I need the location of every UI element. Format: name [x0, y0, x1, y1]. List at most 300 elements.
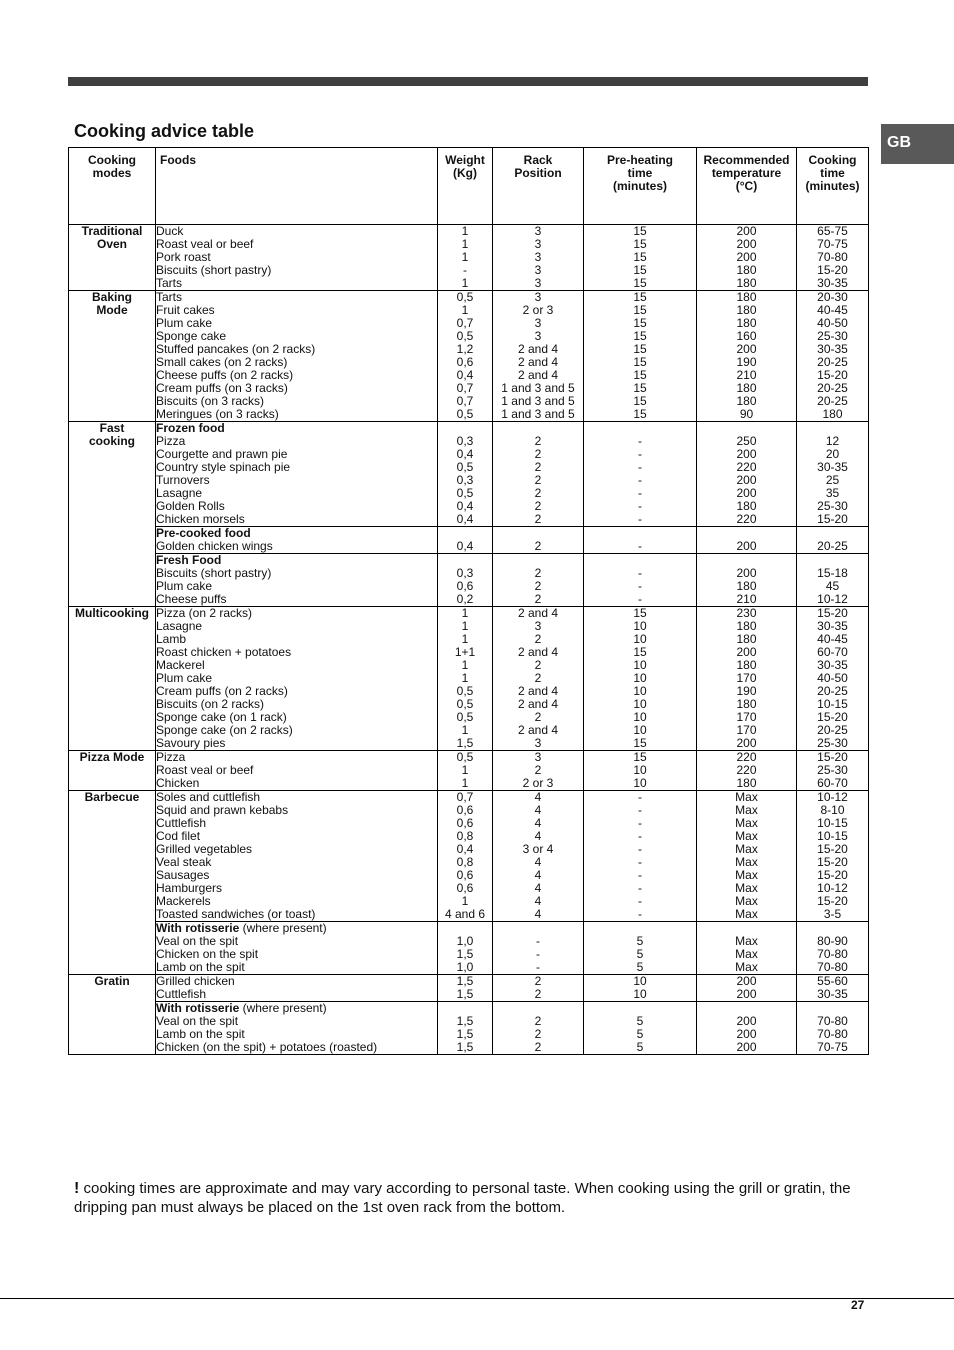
cooking-time-value: 60-70	[817, 645, 848, 659]
weight-value: 1	[461, 763, 469, 777]
weight-value: 0,4	[456, 539, 474, 553]
cooking-time-value: 20-25	[817, 539, 848, 553]
weight-value: 1,5	[456, 1014, 474, 1028]
cooking-time-value: 70-75	[817, 1040, 848, 1054]
header-line: (minutes)	[805, 179, 860, 193]
temperature-value: 200	[736, 224, 757, 238]
preheating-time-value: 10	[633, 697, 647, 711]
cooking-time-value: 30-35	[817, 619, 848, 633]
preheating-time-cell	[584, 1002, 697, 1055]
temperature-value: 220	[736, 763, 757, 777]
weight-value: 1,2	[456, 342, 474, 356]
temperature-value: 200	[736, 645, 757, 659]
header-preheating-time	[584, 148, 697, 225]
cooking-time-cell	[797, 527, 869, 554]
rack-position-value: 3	[534, 250, 542, 264]
cooking-time-cell	[797, 791, 869, 922]
preheating-time-value: 10	[633, 763, 647, 777]
cooking-time-value: 20-25	[817, 684, 848, 698]
cooking-time-value: 60-70	[817, 776, 848, 790]
temperature-value: 220	[736, 460, 757, 474]
weight-value: 0,6	[456, 579, 474, 593]
food-item: Lasagne	[156, 619, 203, 633]
temperature-value: Max	[735, 907, 758, 921]
cooking-time-value: 40-50	[817, 671, 848, 685]
cooking-time-value: 10-12	[817, 592, 848, 606]
food-item: Chicken morsels	[156, 512, 245, 526]
preheating-time-cell	[584, 791, 697, 922]
foods-cell	[156, 527, 438, 554]
cooking-time-cell	[797, 607, 869, 751]
weight-value: 1	[461, 303, 469, 317]
rack-position-value: 2	[534, 987, 542, 1001]
weight-value: 1,0	[456, 960, 474, 974]
header-line: Rack	[523, 153, 553, 167]
rack-position-value: 2	[534, 566, 542, 580]
preheating-time-value: -	[638, 434, 642, 448]
temperature-value: 180	[736, 499, 757, 513]
preheating-time-value: -	[638, 881, 642, 895]
cooking-mode-name: cooking	[88, 434, 135, 448]
weight-value: 1	[461, 224, 469, 238]
preheating-time-value: 10	[633, 671, 647, 685]
food-item: Lasagne	[156, 486, 203, 500]
preheating-time-value: -	[638, 829, 642, 843]
cooking-mode-cell	[69, 607, 156, 751]
food-item: Biscuits (on 2 racks)	[156, 697, 265, 711]
weight-value: 0,3	[456, 434, 474, 448]
weight-value: 4 and 6	[444, 907, 486, 921]
warning-mark: !	[74, 1180, 80, 1197]
cooking-time-value: 30-35	[817, 276, 848, 290]
rack-position-cell	[493, 527, 584, 554]
preheating-time-cell	[584, 751, 697, 791]
food-item: Toasted sandwiches (or toast)	[156, 907, 316, 921]
temperature-value: 180	[736, 658, 757, 672]
temperature-value: Max	[735, 855, 758, 869]
cooking-mode-cell	[69, 291, 156, 422]
preheating-time-value: 5	[636, 1014, 644, 1028]
temperature-cell	[697, 922, 797, 975]
footer-rule	[0, 1298, 954, 1299]
language-tab: GB	[881, 124, 954, 164]
rack-position-value: 2	[534, 486, 542, 500]
foods-cell	[156, 1002, 438, 1055]
header-line: (Kg)	[453, 166, 477, 180]
temperature-value: Max	[735, 842, 758, 856]
rack-position-value: -	[536, 960, 540, 974]
top-rule	[68, 77, 868, 86]
temperature-value: Max	[735, 960, 758, 974]
group-heading-title: Pre-cooked food	[156, 526, 251, 540]
preheating-time-cell	[584, 554, 697, 607]
weight-value: 0,5	[456, 684, 474, 698]
header-foods	[156, 148, 438, 225]
table-row	[69, 751, 869, 791]
cooking-advice-table	[68, 147, 869, 1055]
group-heading	[156, 422, 437, 435]
weight-cell	[438, 751, 493, 791]
rack-position-value: 4	[534, 881, 542, 895]
group-heading-title: With rotisserie	[156, 921, 240, 935]
table-row	[69, 527, 869, 554]
cooking-time-value: 10-12	[817, 881, 848, 895]
cooking-mode-cell	[69, 422, 156, 607]
group-heading-note: (where present)	[239, 921, 327, 935]
temperature-cell	[697, 1002, 797, 1055]
food-item: Sausages	[156, 868, 210, 882]
weight-value: 1	[461, 894, 469, 908]
rack-position-value: 2 or 3	[522, 776, 554, 790]
rack-position-value: 3	[534, 736, 542, 750]
rack-position-value: 4	[534, 829, 542, 843]
cooking-time-value: 70-75	[817, 237, 848, 251]
table-row	[69, 554, 869, 607]
food-item: Plum cake	[156, 579, 213, 593]
weight-cell	[438, 554, 493, 607]
header-weight	[438, 148, 493, 225]
preheating-time-cell	[584, 527, 697, 554]
header-line: Pre-heating	[606, 153, 673, 167]
rack-position-cell	[493, 422, 584, 527]
rack-position-cell	[493, 1002, 584, 1055]
rack-position-value: 2 and 4	[517, 684, 559, 698]
temperature-cell	[697, 791, 797, 922]
cooking-time-value: 20-25	[817, 355, 848, 369]
weight-value: 1	[461, 723, 469, 737]
cooking-time-value: 10-15	[817, 816, 848, 830]
food-item: Turnovers	[156, 473, 210, 487]
preheating-time-value: 10	[633, 776, 647, 790]
food-item: Cheese puffs	[156, 592, 227, 606]
weight-cell	[438, 422, 493, 527]
rack-position-value: 2	[534, 658, 542, 672]
table-row	[69, 1002, 869, 1055]
rack-position-cell	[493, 922, 584, 975]
weight-cell	[438, 791, 493, 922]
cooking-time-value: 55-60	[817, 974, 848, 988]
temperature-value: 180	[736, 290, 757, 304]
rack-position-value: 4	[534, 855, 542, 869]
preheating-time-value: 15	[633, 303, 647, 317]
food-item: Roast veal or beef	[156, 237, 254, 251]
rack-position-value: 2	[534, 499, 542, 513]
weight-value: 0,5	[456, 710, 474, 724]
food-item: Small cakes (on 2 racks)	[156, 355, 288, 369]
preheating-time-value: 5	[636, 947, 644, 961]
temperature-value: 170	[736, 723, 757, 737]
preheating-time-value: 10	[633, 710, 647, 724]
weight-value: -	[463, 263, 467, 277]
preheating-time-value: -	[638, 512, 642, 526]
rack-position-value: 2	[534, 763, 542, 777]
cooking-time-value: 30-35	[817, 658, 848, 672]
cooking-mode-cell	[69, 225, 156, 291]
temperature-value: Max	[735, 881, 758, 895]
cooking-time-value: 15-20	[817, 750, 848, 764]
food-item: Cheese puffs (on 2 racks)	[156, 368, 294, 382]
rack-position-value: 2	[534, 460, 542, 474]
temperature-value: 200	[736, 539, 757, 553]
weight-value: 0,2	[456, 592, 474, 606]
weight-value: 1	[461, 619, 469, 633]
food-item: Golden Rolls	[156, 499, 225, 513]
cooking-time-value: 20-25	[817, 723, 848, 737]
weight-value: 0,5	[456, 290, 474, 304]
rack-position-value: 3	[534, 750, 542, 764]
weight-value: 1	[461, 776, 469, 790]
cooking-time-value: 25-30	[817, 763, 848, 777]
food-item: Tarts	[156, 276, 183, 290]
food-item: Soles and cuttlefish	[156, 790, 261, 804]
weight-value: 0,4	[456, 842, 474, 856]
preheating-time-cell	[584, 975, 697, 1002]
temperature-value: 180	[736, 776, 757, 790]
rack-position-cell	[493, 607, 584, 751]
weight-value: 1,5	[456, 947, 474, 961]
weight-value: 1	[461, 237, 469, 251]
temperature-value: 180	[736, 632, 757, 646]
food-item: Cream puffs (on 3 racks)	[156, 381, 288, 395]
preheating-time-cell	[584, 422, 697, 527]
foods-cell	[156, 751, 438, 791]
food-item: Stuffed pancakes (on 2 racks)	[156, 342, 316, 356]
temperature-value: 250	[736, 434, 757, 448]
cooking-time-value: 80-90	[817, 934, 848, 948]
cooking-time-value: 15-18	[817, 566, 848, 580]
temperature-value: Max	[735, 790, 758, 804]
header-line: temperature	[711, 166, 782, 180]
foods-cell	[156, 291, 438, 422]
food-item: Biscuits (on 3 racks)	[156, 394, 265, 408]
preheating-time-value: 5	[636, 934, 644, 948]
food-item: Plum cake	[156, 316, 213, 330]
table-row	[69, 975, 869, 1002]
food-item: Sponge cake (on 1 rack)	[156, 710, 287, 724]
cooking-time-value: 10-12	[817, 790, 848, 804]
cooking-time-value: 40-45	[817, 632, 848, 646]
rack-position-value: 4	[534, 790, 542, 804]
temperature-value: 200	[736, 736, 757, 750]
preheating-time-value: -	[638, 803, 642, 817]
cooking-time-value: 15-20	[817, 894, 848, 908]
weight-value: 0,5	[456, 329, 474, 343]
temperature-value: 200	[736, 1040, 757, 1054]
preheating-time-value: 15	[633, 606, 647, 620]
cooking-time-value: 70-80	[817, 250, 848, 264]
weight-value: 1,5	[456, 974, 474, 988]
rack-position-value: 4	[534, 868, 542, 882]
cooking-time-value: 25-30	[817, 736, 848, 750]
temperature-value: 180	[736, 316, 757, 330]
preheating-time-value: 15	[633, 316, 647, 330]
temperature-cell	[697, 975, 797, 1002]
preheating-time-value: 5	[636, 1027, 644, 1041]
weight-value: 0,7	[456, 790, 474, 804]
food-item: Duck	[156, 224, 184, 238]
temperature-cell	[697, 607, 797, 751]
temperature-value: 180	[736, 263, 757, 277]
weight-value: 0,3	[456, 473, 474, 487]
cooking-time-cell	[797, 922, 869, 975]
rack-position-value: 3	[534, 276, 542, 290]
temperature-value: 180	[736, 697, 757, 711]
preheating-time-value: -	[638, 473, 642, 487]
rack-position-value: 2	[534, 434, 542, 448]
preheating-time-value: -	[638, 907, 642, 921]
rack-position-value: 2	[534, 1027, 542, 1041]
weight-value: 0,4	[456, 447, 474, 461]
rack-position-value: 2	[534, 671, 542, 685]
weight-cell	[438, 922, 493, 975]
cooking-mode-name: Mode	[96, 303, 128, 317]
weight-value: 0,4	[456, 368, 474, 382]
group-heading-note: (where present)	[239, 1001, 327, 1015]
cooking-mode-name: Oven	[96, 237, 127, 251]
preheating-time-value: 15	[633, 645, 647, 659]
preheating-time-value: 10	[633, 684, 647, 698]
weight-cell	[438, 607, 493, 751]
rack-position-value: 2	[534, 710, 542, 724]
temperature-value: 200	[736, 447, 757, 461]
rack-position-cell	[493, 751, 584, 791]
preheating-time-value: 10	[633, 987, 647, 1001]
cooking-time-value: 12	[825, 434, 840, 448]
temperature-value: 180	[736, 579, 757, 593]
header-line: modes	[92, 166, 132, 180]
header-rack-position	[493, 148, 584, 225]
food-item: Grilled chicken	[156, 974, 235, 988]
preheating-time-value: -	[638, 539, 642, 553]
temperature-value: 200	[736, 566, 757, 580]
food-item: Meringues (on 3 racks)	[156, 407, 279, 421]
cooking-time-value: 8-10	[820, 803, 845, 817]
food-item: Roast chicken + potatoes	[156, 645, 292, 659]
foods-cell	[156, 422, 438, 527]
cooking-time-value: 180	[822, 407, 843, 421]
weight-value: 1	[461, 632, 469, 646]
rack-position-value: 3	[534, 316, 542, 330]
cooking-time-value: 30-35	[817, 460, 848, 474]
food-item: Chicken (on the spit) + potatoes (roasted)	[156, 1040, 378, 1054]
cooking-mode-name: Fast	[99, 421, 125, 435]
cooking-time-value: 20	[825, 447, 840, 461]
food-item: Cream puffs (on 2 racks)	[156, 684, 288, 698]
food-item: Pizza (on 2 racks)	[156, 606, 253, 620]
temperature-value: 200	[736, 486, 757, 500]
foods-cell	[156, 554, 438, 607]
rack-position-cell	[493, 975, 584, 1002]
temperature-value: 210	[736, 592, 757, 606]
group-heading-title: Frozen food	[156, 421, 225, 435]
preheating-time-cell	[584, 225, 697, 291]
rack-position-value: 2	[534, 579, 542, 593]
food-item: Veal on the spit	[156, 934, 239, 948]
food-item: Biscuits (short pastry)	[156, 566, 272, 580]
rack-position-cell	[493, 554, 584, 607]
rack-position-value: 2 or 3	[522, 303, 554, 317]
temperature-value: 200	[736, 250, 757, 264]
rack-position-value: 2 and 4	[517, 645, 559, 659]
page-number: 27	[851, 1298, 865, 1312]
weight-value: 0,5	[456, 486, 474, 500]
preheating-time-value: 10	[633, 974, 647, 988]
cooking-mode-cell	[69, 751, 156, 791]
preheating-time-cell	[584, 607, 697, 751]
rack-position-value: 2	[534, 539, 542, 553]
note-text: cooking times are approximate and may vary according to personal taste. When cooking using the grill or gratin, the dripping pan must always be placed on the 1st oven rack from the bottom.	[74, 1180, 851, 1216]
preheating-time-value: 15	[633, 276, 647, 290]
header-line: Cooking	[808, 153, 857, 167]
temperature-value: Max	[735, 934, 758, 948]
food-item: Fruit cakes	[156, 303, 215, 317]
preheating-time-value: -	[638, 868, 642, 882]
weight-value: 0,5	[456, 407, 474, 421]
preheating-time-value: 15	[633, 394, 647, 408]
temperature-value: Max	[735, 894, 758, 908]
preheating-time-value: -	[638, 592, 642, 606]
food-item: Golden chicken wings	[156, 539, 273, 553]
cooking-time-cell	[797, 422, 869, 527]
cooking-time-value: 25-30	[817, 499, 848, 513]
food-item: Pizza	[156, 434, 186, 448]
temperature-value: 200	[736, 237, 757, 251]
preheating-time-value: -	[638, 566, 642, 580]
cooking-time-value: 15-20	[817, 512, 848, 526]
header-recommended-temperature	[697, 148, 797, 225]
weight-value: 1,0	[456, 934, 474, 948]
weight-value: 1,5	[456, 1040, 474, 1054]
header-cooking-time	[797, 148, 869, 225]
preheating-time-value: 15	[633, 329, 647, 343]
foods-cell	[156, 975, 438, 1002]
food-item: Cuttlefish	[156, 816, 207, 830]
group-heading-title: Fresh Food	[156, 553, 222, 567]
food-item: Savoury pies	[156, 736, 226, 750]
cooking-time-value: 30-35	[817, 342, 848, 356]
temperature-cell	[697, 225, 797, 291]
weight-value: 0,6	[456, 816, 474, 830]
foods-cell	[156, 922, 438, 975]
cooking-time-value: 25-30	[817, 329, 848, 343]
preheating-time-value: -	[638, 499, 642, 513]
rack-position-value: -	[536, 947, 540, 961]
rack-position-value: 2	[534, 512, 542, 526]
preheating-time-value: 15	[633, 750, 647, 764]
preheating-time-value: -	[638, 842, 642, 856]
preheating-time-value: 15	[633, 290, 647, 304]
temperature-value: Max	[735, 829, 758, 843]
weight-value: 0,7	[456, 381, 474, 395]
preheating-time-value: -	[638, 579, 642, 593]
rack-position-value: 2 and 4	[517, 606, 559, 620]
cooking-time-value: 20-25	[817, 394, 848, 408]
weight-cell	[438, 527, 493, 554]
rack-position-value: 2	[534, 1014, 542, 1028]
header-line: Recommended	[703, 153, 790, 167]
preheating-time-value: -	[638, 894, 642, 908]
temperature-value: 230	[736, 606, 757, 620]
preheating-time-value: 10	[633, 619, 647, 633]
food-item: Grilled vegetables	[156, 842, 253, 856]
food-item: Roast veal or beef	[156, 763, 254, 777]
food-item: Pizza	[156, 750, 186, 764]
foods-cell	[156, 607, 438, 751]
weight-value: 0,5	[456, 460, 474, 474]
cooking-time-cell	[797, 975, 869, 1002]
weight-value: 0,4	[456, 499, 474, 513]
cooking-time-value: 15-20	[817, 263, 848, 277]
